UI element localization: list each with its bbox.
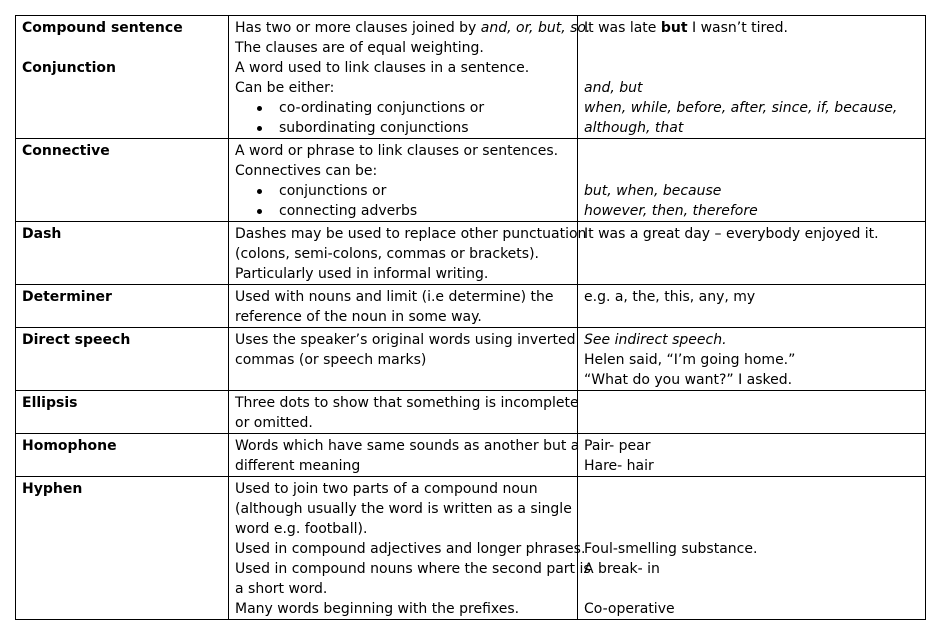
text-line	[584, 350, 919, 370]
table-row	[16, 477, 926, 620]
example-cell	[578, 139, 926, 222]
term-label: Compound sentence	[22, 20, 183, 36]
term-label: Determiner	[22, 289, 112, 305]
bullet-dot-icon	[257, 106, 262, 111]
table-row	[16, 285, 926, 328]
text-run: Many words beginning with the prefixes.	[235, 601, 520, 617]
term-label	[22, 38, 222, 58]
text-run: word e.g. football).	[235, 521, 368, 537]
term-cell	[16, 139, 229, 222]
text-line	[584, 330, 919, 350]
text-run: Uses the speaker’s original words using inverted	[235, 332, 576, 348]
text-line	[584, 118, 919, 138]
table-row	[16, 328, 926, 391]
bullet-dot-icon	[257, 189, 262, 194]
table-row	[16, 16, 926, 139]
text-line	[235, 479, 571, 499]
text-line	[235, 559, 591, 579]
example-cell	[578, 16, 926, 139]
text-run: Used in compound nouns where the second part is	[235, 561, 591, 577]
text-line	[584, 370, 919, 390]
text-run: e.g. a, the, this, any, my	[584, 289, 756, 305]
text-line	[235, 244, 571, 264]
bullet-dot-icon	[257, 209, 262, 214]
text-line	[235, 436, 580, 456]
text-run: and, but	[584, 80, 643, 96]
bullet-line	[235, 201, 571, 221]
text-run: and, or, but, so.	[480, 20, 591, 36]
text-line	[235, 141, 571, 161]
text-run: conjunctions or	[279, 183, 387, 199]
bullet-line	[235, 181, 571, 201]
text-run: although, that	[584, 120, 684, 136]
text-line	[584, 78, 919, 98]
text-run: however, then, therefore	[584, 203, 758, 219]
text-run: I wasn’t tired.	[687, 20, 788, 36]
term-cell	[16, 16, 229, 139]
text-line	[584, 579, 919, 599]
text-line	[235, 456, 571, 476]
text-run: subordinating conjunctions	[279, 120, 469, 136]
text-line	[235, 519, 571, 539]
text-run: It was late	[584, 20, 661, 36]
text-run: Words which have same sounds as another but a	[235, 438, 580, 454]
definition-cell	[229, 434, 578, 477]
glossary-table	[15, 15, 926, 620]
term-label: Connective	[22, 143, 110, 159]
term-label: Ellipsis	[22, 395, 78, 411]
table-row	[16, 222, 926, 285]
text-run: Used to join two parts of a compound noun	[235, 481, 538, 497]
glossary-body	[16, 16, 926, 620]
text-line	[235, 18, 591, 38]
text-run: Connectives can be:	[235, 163, 378, 179]
definition-cell	[229, 285, 578, 328]
text-line	[584, 38, 919, 58]
text-run: Co-operative	[584, 601, 675, 617]
text-run: (colons, semi-colons, commas or brackets).	[235, 246, 539, 262]
text-line	[584, 519, 919, 539]
text-run: Can be either:	[235, 80, 335, 96]
text-line	[584, 18, 919, 38]
text-line	[235, 579, 571, 599]
text-line	[584, 539, 919, 559]
text-run: but	[660, 20, 688, 36]
text-line	[584, 559, 919, 579]
text-line	[235, 38, 571, 58]
text-run: The clauses are of equal weighting.	[235, 40, 484, 56]
text-run: A break- in	[584, 561, 660, 577]
table-row	[16, 434, 926, 477]
text-line	[584, 161, 919, 181]
definition-cell	[229, 139, 578, 222]
text-line	[235, 539, 586, 559]
text-run: It was a great day – everybody enjoyed it.	[584, 226, 879, 242]
term-label: Direct speech	[22, 332, 131, 348]
example-cell	[578, 328, 926, 391]
text-run: Pair- pear	[584, 438, 651, 454]
text-line	[584, 58, 919, 78]
text-line	[235, 307, 571, 327]
text-run: or omitted.	[235, 415, 313, 431]
term-cell	[16, 285, 229, 328]
text-run: Used with nouns and limit (i.e determine) the	[235, 289, 554, 305]
text-line	[235, 287, 571, 307]
table-row	[16, 391, 926, 434]
definition-cell	[229, 391, 578, 434]
text-line	[584, 201, 919, 221]
term-cell	[16, 391, 229, 434]
term-label: Dash	[22, 226, 62, 242]
text-run: (although usually the word is written as a single	[235, 501, 572, 517]
bullet-dot-icon	[257, 126, 262, 131]
text-run: Particularly used in informal writing.	[235, 266, 489, 282]
text-line	[235, 499, 571, 519]
text-line	[584, 436, 919, 456]
text-line	[584, 181, 919, 201]
term-label: Homophone	[22, 438, 117, 454]
term-cell	[16, 477, 229, 620]
definition-cell	[229, 328, 578, 391]
text-line	[235, 161, 571, 181]
text-run: Helen said, “I’m going home.”	[584, 352, 796, 368]
text-run: See indirect speech.	[584, 332, 727, 348]
text-line	[235, 350, 571, 370]
text-run: Has two or more clauses joined by	[235, 20, 481, 36]
text-run: Three dots to show that something is incomplete	[235, 395, 579, 411]
text-run: Dashes may be used to replace other punctuation	[235, 226, 587, 242]
bullet-line	[235, 98, 571, 118]
text-line	[235, 58, 571, 78]
text-line	[235, 264, 571, 284]
table-row	[16, 139, 926, 222]
text-line	[235, 413, 571, 433]
text-line	[235, 330, 576, 350]
text-line	[584, 141, 919, 161]
example-cell	[578, 222, 926, 285]
definition-cell	[229, 16, 591, 139]
text-run: but, when, because	[584, 183, 722, 199]
example-cell	[578, 285, 926, 328]
text-run: co-ordinating conjunctions or	[279, 100, 485, 116]
definition-cell	[229, 222, 587, 285]
bullet-line	[235, 118, 571, 138]
text-line	[235, 599, 571, 619]
text-run: commas (or speech marks)	[235, 352, 427, 368]
term-cell	[16, 328, 229, 391]
example-cell	[578, 391, 926, 434]
text-run: Hare- hair	[584, 458, 654, 474]
text-line	[584, 456, 919, 476]
text-line	[235, 393, 579, 413]
term-cell	[16, 222, 229, 285]
example-cell	[578, 477, 926, 620]
text-line	[584, 479, 919, 499]
text-line	[235, 224, 587, 244]
text-run: Foul-smelling substance.	[584, 541, 758, 557]
text-line	[584, 599, 919, 619]
example-cell	[578, 434, 926, 477]
text-run: A word used to link clauses in a sentence.	[235, 60, 530, 76]
text-run: A word or phrase to link clauses or sentences.	[235, 143, 559, 159]
text-line	[584, 287, 919, 307]
text-run: connecting adverbs	[279, 203, 418, 219]
definition-cell	[229, 477, 591, 620]
text-run: “What do you want?” I asked.	[584, 372, 793, 388]
text-run: different meaning	[235, 458, 361, 474]
text-line	[584, 224, 919, 244]
text-run: reference of the noun in some way.	[235, 309, 482, 325]
text-run: when, while, before, after, since, if, because,	[584, 100, 898, 116]
text-line	[584, 98, 919, 118]
text-run: Used in compound adjectives and longer phrases.	[235, 541, 586, 557]
term-label: Hyphen	[22, 481, 83, 497]
text-line	[235, 78, 571, 98]
term-cell	[16, 434, 229, 477]
text-line	[584, 499, 919, 519]
text-run: a short word.	[235, 581, 328, 597]
term-label: Conjunction	[22, 60, 116, 76]
